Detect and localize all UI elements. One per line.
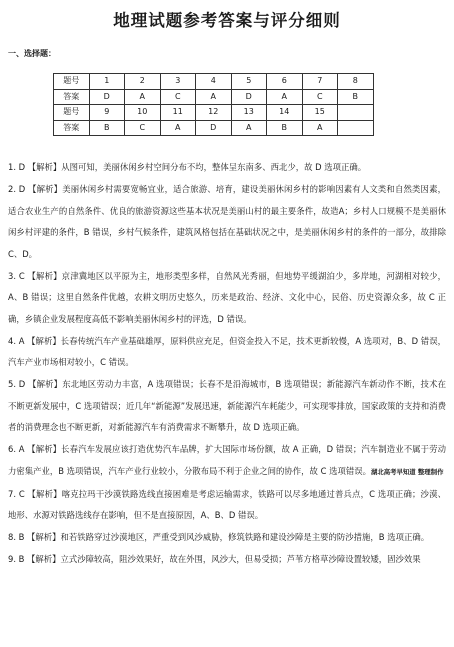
table-cell: 1: [89, 74, 125, 90]
table-cell: A: [196, 89, 232, 105]
table-cell: [338, 120, 374, 136]
table-cell: D: [231, 89, 267, 105]
table-cell: 题号: [54, 105, 90, 121]
table-cell: 13: [231, 105, 267, 121]
table-cell: D: [89, 89, 125, 105]
table-cell: C: [125, 120, 161, 136]
table-cell: 11: [160, 105, 196, 121]
table-cell: 12: [196, 105, 232, 121]
table-cell: B: [89, 120, 125, 136]
page-title: 地理试题参考答案与评分细则: [113, 11, 341, 30]
table-cell: [338, 105, 374, 121]
table-row: [54, 89, 374, 105]
question-8-explanation: 8. B 【解析】和若铁路穿过沙漠地区，严重受到风沙威胁，修筑铁路和建设沙障是主要的防沙措施，B 选项正确。: [8, 532, 430, 542]
table-row: [54, 74, 374, 90]
table-cell: 6: [267, 74, 303, 90]
question-6-explanation: 6. A 【解析】长春汽车发展应该打造优势汽车品牌，扩大国际市场份额，故 A 正确，D 错误；汽车制造业不属于劳动力密集产业，B 选项错误，汽车产业行业较小，分散布局不利于企业之间的协作，故 C 选项错误。: [8, 444, 446, 476]
question-2-explanation: 2. D 【解析】美丽休闲乡村需要宽畅宜业，适合旅游、培育，建设美丽休闲乡村的影响因素有人文类和自然类因素，适合农业生产的自然条件、优良的旅游资源这些基本状况是美丽山村的最主要条件，故造A；乡村人口规模不是美丽休闲乡村评建的条件，B 错误，乡村气候条件，建筑风格包括在基础状况之中，是美丽休闲乡村的条件的一部分，故排除 C、D。: [8, 184, 446, 259]
answer-explanations: [8, 157, 446, 571]
table-cell: 3: [160, 74, 196, 90]
table-cell: 答案: [54, 120, 90, 136]
table-cell: B: [338, 89, 374, 105]
table-cell: 5: [231, 74, 267, 90]
table-cell: 9: [89, 105, 125, 121]
table-cell: A: [160, 120, 196, 136]
table-cell: 2: [125, 74, 161, 90]
watermark-stamp: 湖北高考早知道 整理制作: [370, 467, 444, 476]
table-cell: 8: [338, 74, 374, 90]
question-4-explanation: 4. A 【解析】长春传统汽车产业基础雄厚，原料供应充足，但资金投入不足，技术更新较慢，A 选项对，B、D 错误，汽车产业市场相对较小，C 错误。: [8, 335, 446, 367]
table-cell: 4: [196, 74, 232, 90]
question-6-block: [8, 439, 446, 483]
table-cell: 题号: [54, 74, 90, 90]
table-cell: D: [196, 120, 232, 136]
answer-table: [53, 73, 374, 136]
table-cell: A: [231, 120, 267, 136]
table-cell: 14: [267, 105, 303, 121]
question-7-explanation: 7. C 【解析】喀克拉玛干沙漠铁路选线直接困难是考虑运输需求，铁路可以尽多地通过普兵点，C 选项正确；沙漠、地形、水源对铁路选线存在影响，但不是直接原因，A、B、D 错误。: [8, 488, 446, 520]
table-cell: C: [160, 89, 196, 105]
question-9-explanation: 9. B 【解析】立式沙障较高，阻沙效果好，故在外围，风沙大，但易受损；芦苇方格草沙障设置较矮，固沙效果: [8, 554, 421, 564]
table-row: [54, 120, 374, 136]
section-heading: 一、选择题：: [8, 49, 56, 58]
table-cell: A: [302, 120, 338, 136]
table-row: [54, 105, 374, 121]
table-cell: 15: [302, 105, 338, 121]
table-cell: 答案: [54, 89, 90, 105]
question-1-explanation: 1. D 【解析】从图可知，美丽休闲乡村空间分布不均，整体呈东南多、西北少，故 D 选项正确。: [8, 162, 367, 172]
question-3-explanation: 3. C 【解析】京津冀地区以平原为主，地形类型多样，自然风光秀丽，但地势平缓湖泊少，多岸地，河湖相对较少，A、B 错误；这里自然条件优越，农耕文明历史悠久，历来是政治、经济、文化中心，民俗、历史资源众多，故 C 正确，乡镇企业发展程度高低不影响美丽休闲乡村的评选，D 错误。: [8, 270, 446, 324]
table-cell: C: [302, 89, 338, 105]
question-5-explanation: 5. D 【解析】东北地区劳动力丰富，A 选项错误；长春不是沿海城市，B 选项错误；新能源汽车新动作不断，技术在不断更新发展中，C 选项错误；近几年“新能源”发展迅速，新能源汽车耗能少，可实现零排放，国家政策的支持和消费者的消费理念也不断更新，对新能源汽车有消费需求不断攀升，故 D 选项正确。: [8, 379, 446, 432]
table-cell: A: [125, 89, 161, 105]
table-cell: 7: [302, 74, 338, 90]
table-cell: 10: [125, 105, 161, 121]
table-cell: A: [267, 89, 303, 105]
table-cell: B: [267, 120, 303, 136]
